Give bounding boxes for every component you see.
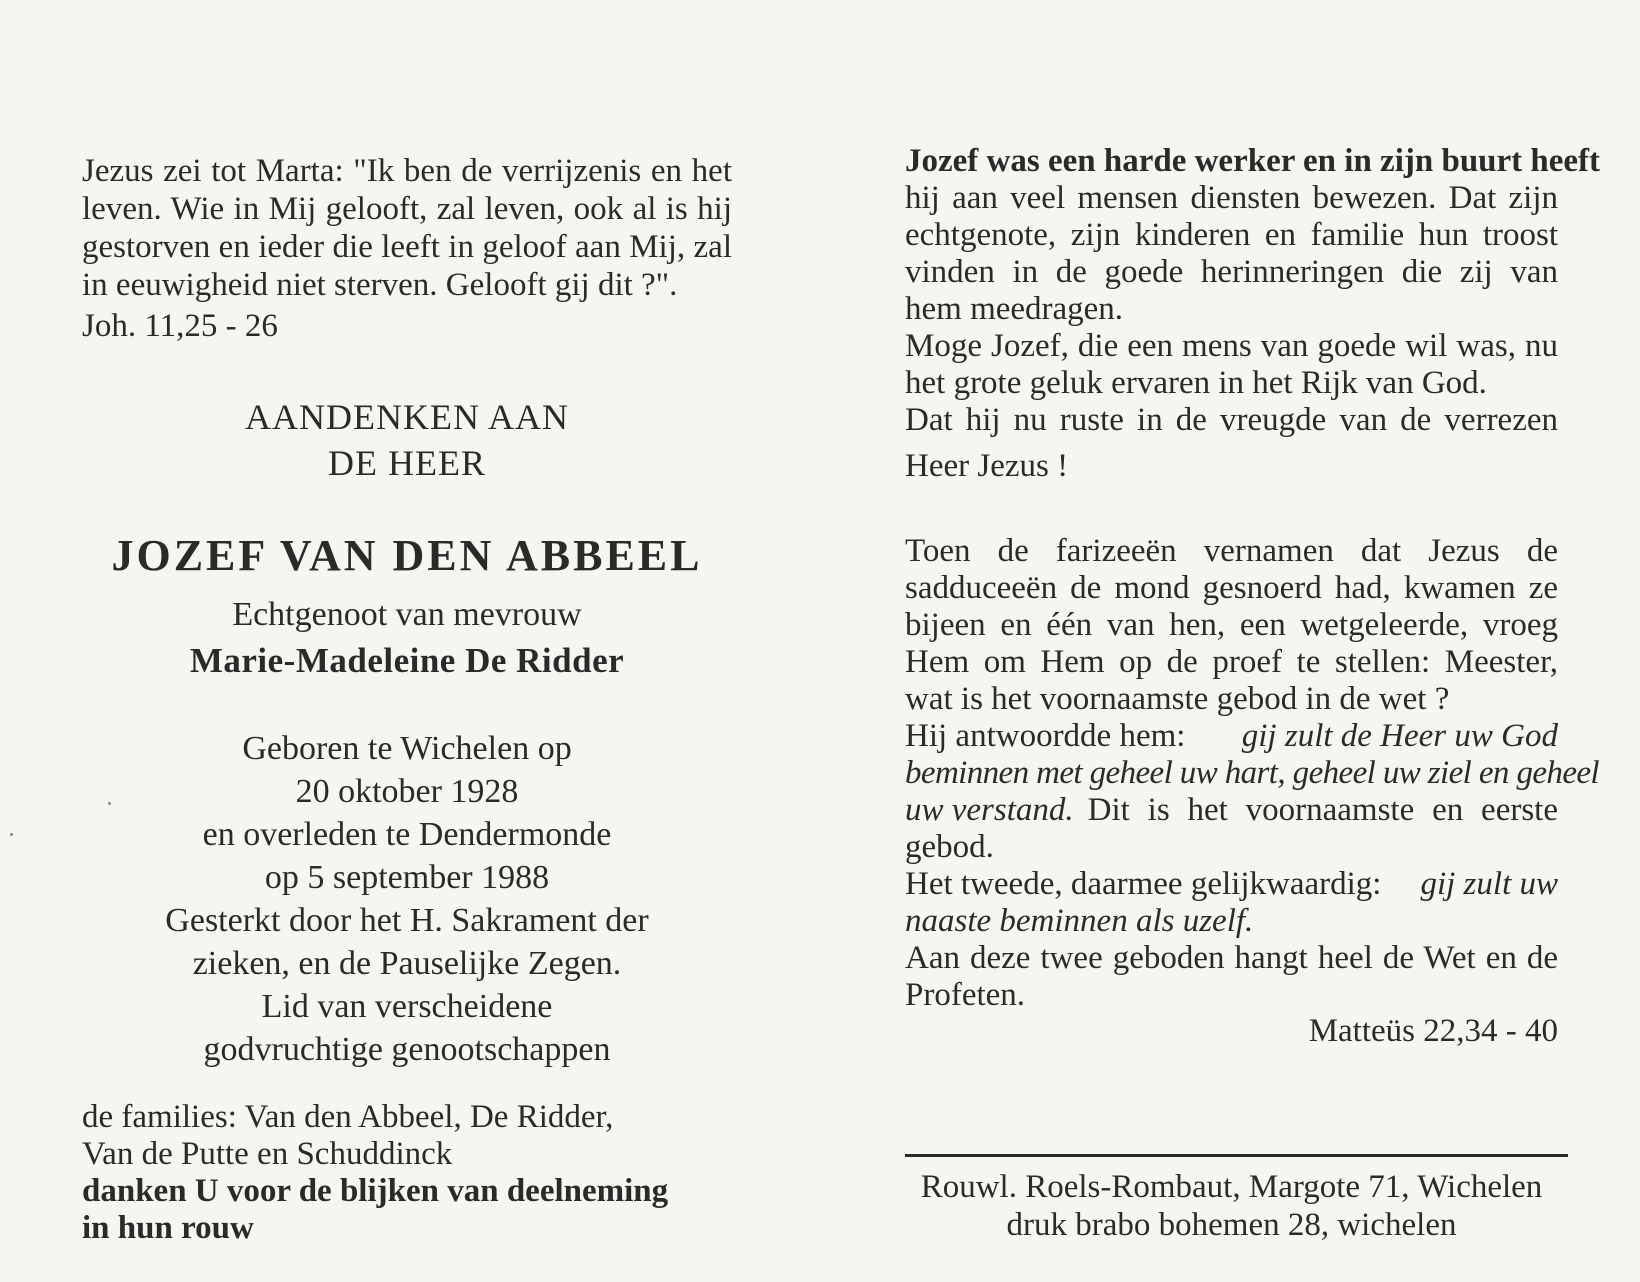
gospel-line: Toen de farizeeën vernamen dat Jezus de — [905, 533, 1558, 569]
paper-speck — [10, 833, 13, 836]
gospel-line: Hem om Hem op de proef te stellen: Meester, — [905, 644, 1558, 680]
bio-line: godvruchtige genootschappen — [203, 1031, 611, 1068]
quote-reference: Joh. 11,25 - 26 — [82, 308, 278, 344]
quote-line: leven. Wie in Mij gelooft, zal leven, ook al is hij — [82, 191, 732, 227]
gospel-line: sadduceeën de mond gesnoerd had, kwamen ze — [905, 570, 1558, 606]
gospel-line: bijeen en één van hen, een wetgeleerde, vroeg — [905, 607, 1558, 643]
quote-line: in eeuwigheid niet sterven. Gelooft gij dit ?". — [82, 267, 678, 303]
gospel-quote: uw verstand. — [905, 792, 1074, 828]
gospel-line: Profeten. — [905, 977, 1026, 1013]
gospel-line: Aan deze twee geboden hangt heel de Wet en de — [905, 940, 1558, 976]
thanks-line: danken U voor de blijken van deelneming — [82, 1173, 669, 1209]
bio-line: en overleden te Dendermonde — [202, 816, 612, 853]
gospel-text: Hij antwoordde hem: — [905, 718, 1186, 754]
spouse-label: Echtgenoot van mevrouw — [232, 596, 582, 633]
gospel-text: Het tweede, daarmee gelijkwaardig: — [905, 866, 1382, 902]
thanks-line: in hun rouw — [82, 1210, 254, 1246]
printer-line: Rouwl. Roels-Rombaut, Margote 71, Wichelen — [920, 1169, 1543, 1205]
gospel-quote: gij zult de Heer uw God — [1241, 718, 1558, 754]
tribute-line: vinden in de goede herinneringen die zij van — [905, 254, 1558, 290]
deceased-name: JOZEF VAN DEN ABBEEL — [111, 531, 703, 580]
tribute-line: hem meedragen. — [905, 291, 1124, 327]
gospel-quote-line: naaste beminnen als uzelf. — [905, 903, 1254, 939]
gospel-reference: Matteüs 22,34 - 40 — [1308, 1013, 1558, 1049]
tribute-line: het grote geluk ervaren in het Rijk van God. — [905, 365, 1487, 401]
bio-line: zieken, en de Pauselijke Zegen. — [192, 945, 622, 982]
gospel-line — [905, 791, 1558, 829]
bio-line: Lid van verscheidene — [261, 988, 553, 1025]
bio-line: op 5 september 1988 — [264, 859, 550, 896]
memorial-title-line: DE HEER — [328, 443, 486, 483]
bio-line: Geboren te Wichelen op — [242, 730, 572, 767]
tribute-line: Dat hij nu ruste in de vreugde van de verrezen — [905, 402, 1558, 438]
gospel-line — [905, 865, 1558, 903]
tribute-line: Moge Jozef, die een mens van goede wil was, nu — [905, 328, 1558, 364]
gospel-line: gebod. — [905, 829, 994, 865]
gospel-line: wat is het voornaamste gebod in de wet ? — [905, 681, 1450, 717]
quote-line: gestorven en ieder die leeft in geloof aan Mij, zal — [82, 229, 732, 265]
divider-rule — [905, 1154, 1568, 1157]
families-line: Van de Putte en Schuddinck — [82, 1136, 453, 1172]
tribute-line: Jozef was een harde werker en in zijn buurt heeft — [905, 143, 1601, 179]
gospel-text: Dit is het voornaamste en eerste — [1087, 792, 1558, 828]
memorial-title-line: AANDENKEN AAN — [245, 397, 569, 437]
gospel-quote-line: beminnen met geheel uw hart, geheel uw ziel en geheel — [905, 755, 1599, 791]
tribute-line: hij aan veel mensen diensten bewezen. Dat zijn — [905, 180, 1558, 216]
paper-speck — [108, 802, 111, 805]
spouse-name: Marie-Madeleine De Ridder — [189, 641, 625, 680]
bio-line: Gesterkt door het H. Sakrament der — [165, 902, 649, 939]
families-line: de families: Van den Abbeel, De Ridder, — [82, 1099, 614, 1135]
gospel-quote: gij zult uw — [1420, 866, 1558, 902]
tribute-line: echtgenote, zijn kinderen en familie hun troost — [905, 217, 1558, 253]
tribute-line: Heer Jezus ! — [905, 448, 1069, 484]
gospel-line — [905, 717, 1558, 755]
quote-line: Jezus zei tot Marta: "Ik ben de verrijzenis en het — [82, 153, 732, 189]
bio-line: 20 oktober 1928 — [295, 773, 519, 810]
printer-line: druk brabo bohemen 28, wichelen — [1006, 1207, 1457, 1243]
